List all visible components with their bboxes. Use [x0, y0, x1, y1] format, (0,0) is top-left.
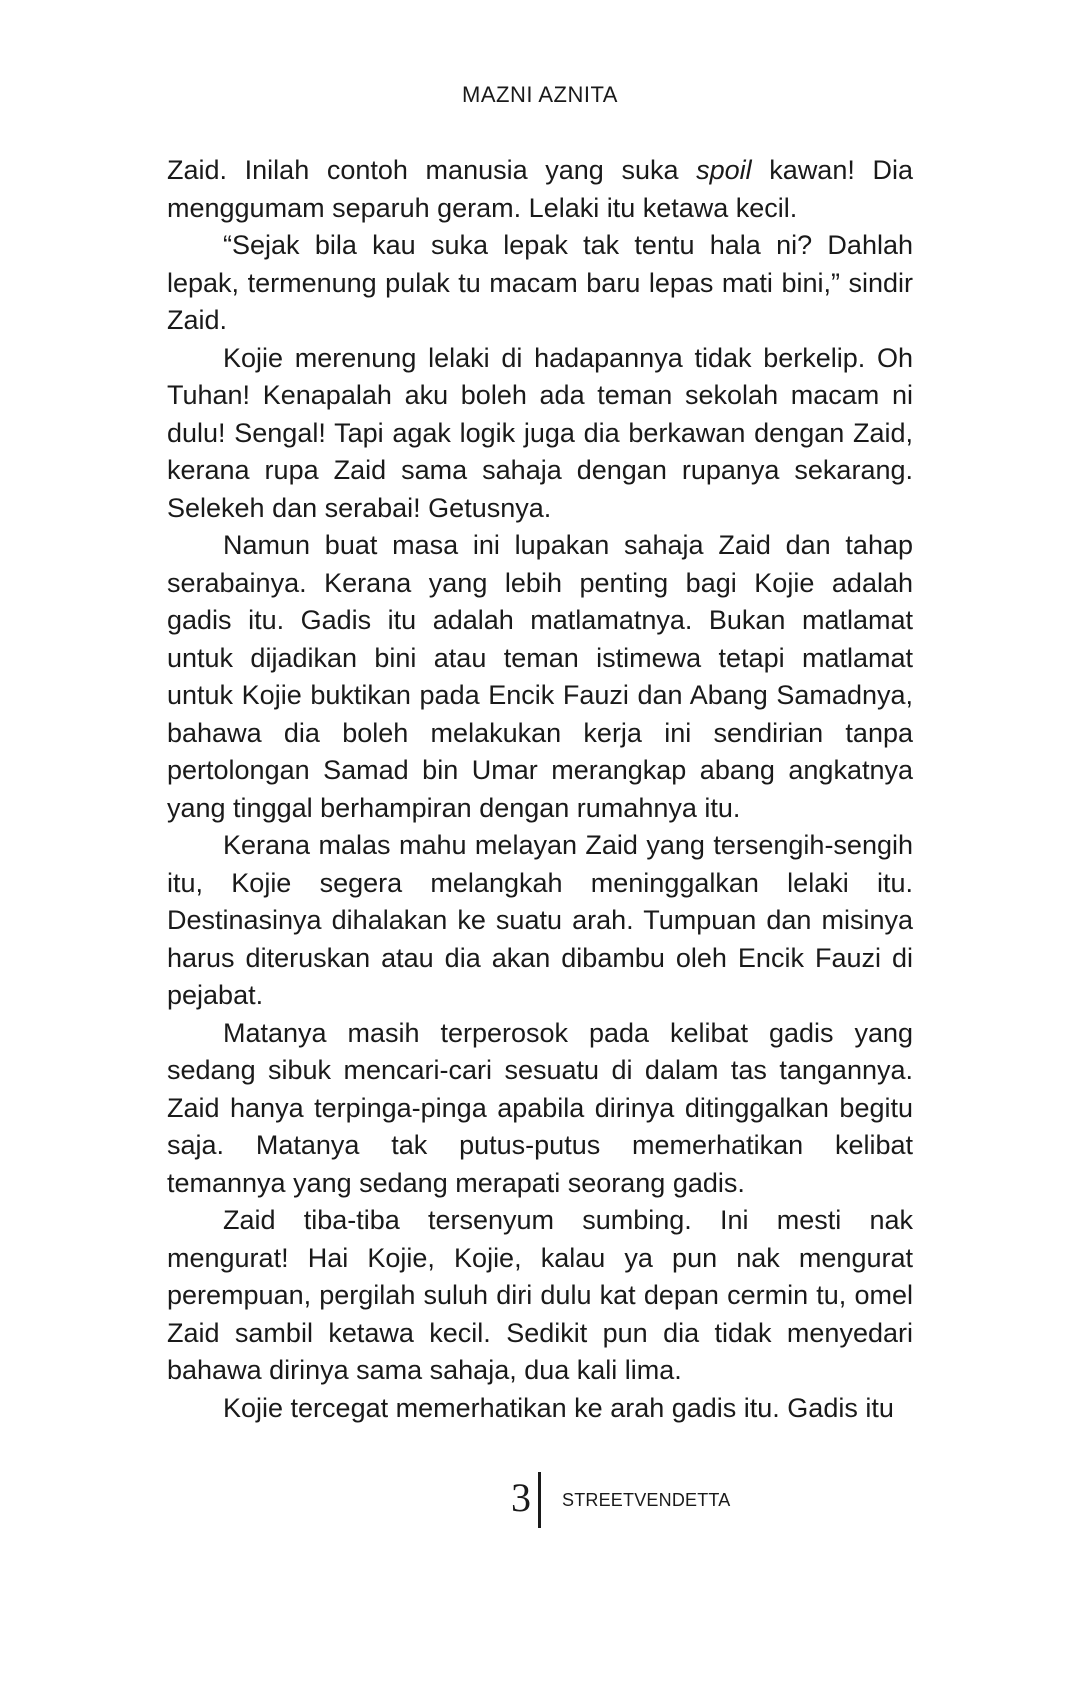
italic-word: spoil — [696, 155, 752, 185]
page-number: 3 — [511, 1475, 531, 1520]
paragraph — [167, 340, 913, 528]
text-run: Namun buat masa ini lupakan sahaja Zaid dan tahap serabainya. Kerana yang lebih penting bagi Kojie adalah gadis itu. Gadis itu adalah matlamatnya. Bukan matlamat untuk dijadikan bini atau teman istimewa tetapi matlamat untuk Kojie buktikan pada Encik Fauzi dan Abang Samadnya, bahawa dia boleh melakukan kerja ini sendirian tanpa pertolongan Samad bin Umar merangkap abang angkatnya yang tinggal berhampiran dengan rumahnya itu. — [167, 530, 913, 823]
paragraph — [167, 827, 913, 1015]
page-footer — [0, 1472, 1080, 1532]
running-header: MAZNI AZNITA — [462, 82, 618, 107]
text-run: Matanya masih terperosok pada kelibat gadis yang sedang sibuk mencari-cari sesuatu di dalam tas tangannya. Zaid hanya terpinga-pinga apabila dirinya ditinggalkan begitu saja. Matanya tak putus-putus memerhatikan kelibat temannya yang sedang merapati seorang gadis. — [167, 1017, 913, 1198]
book-title: STREETVENDETTA — [562, 1490, 731, 1510]
text-run: kawan! Dia menggumam separuh geram. Lelaki itu ketawa kecil. — [167, 155, 913, 223]
text-run: Kerana malas mahu melayan Zaid yang tersengih-sengih itu, Kojie segera melangkah meninggalkan lelaki itu. Destinasinya dihalakan ke suatu arah. Tumpuan dan misinya harus diteruskan atau dia akan dibambu oleh Encik Fauzi di pejabat. — [167, 830, 913, 1010]
paragraph — [167, 227, 913, 340]
paragraph — [167, 527, 913, 827]
paragraph — [167, 1202, 913, 1390]
paragraph — [167, 152, 913, 227]
body-text — [167, 152, 913, 1427]
text-run: Kojie merenung lelaki di hadapannya tidak berkelip. Oh Tuhan! Kenapalah aku boleh ada teman sekolah macam ni dulu! Sengal! Tapi agak logik juga dia berkawan dengan Zaid, kerana rupa Zaid sama sahaja dengan rupanya sekarang. Selekeh dan serabai! Getusnya. — [167, 342, 913, 523]
text-run: Zaid. Inilah contoh manusia yang suka — [167, 155, 697, 185]
text-run: Zaid tiba-tiba tersenyum sumbing. Ini mesti nak mengurat! Hai Kojie, Kojie, kalau ya pun nak mengurat perempuan, pergilah suluh diri dulu kat depan cermin tu, omel Zaid sambil ketawa kecil. Sedikit pun dia tidak menyedari bahawa dirinya sama sahaja, dua kali lima. — [167, 1205, 913, 1385]
paragraph — [167, 1015, 913, 1203]
text-run: Kojie tercegat memerhatikan ke arah gadis itu. Gadis itu — [223, 1392, 894, 1423]
footer-divider — [538, 1472, 541, 1528]
paragraph — [167, 1390, 913, 1428]
text-run: “Sejak bila kau suka lepak tak tentu hala ni? Dahlah lepak, termenung pulak tu macam baru lepas mati bini,” sindir Zaid. — [167, 230, 913, 335]
